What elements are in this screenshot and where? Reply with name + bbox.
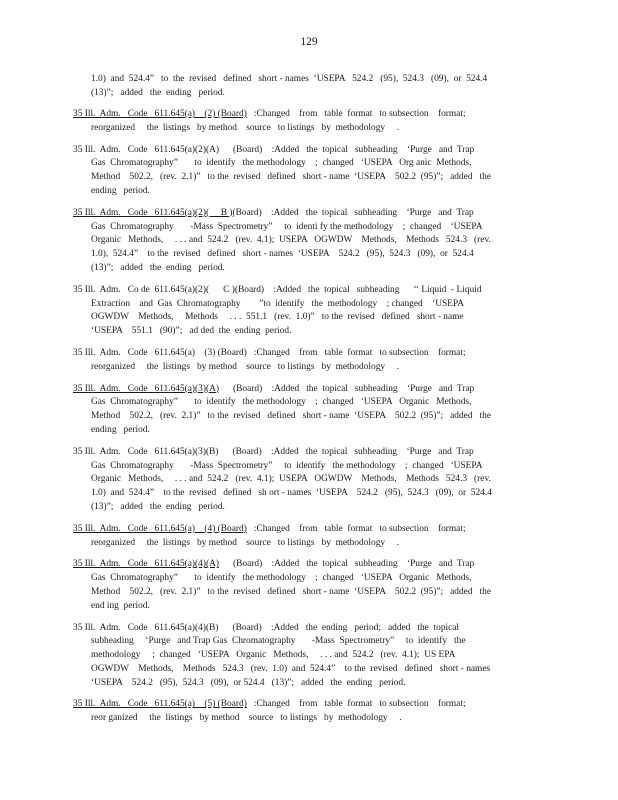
code-citation: 35 Ill. Adm. Code 611.645(a) (3) (Board) [73, 347, 247, 358]
entry-continuation-line: reor ganized the listings by method source to listings by methodology . [91, 713, 402, 724]
entry-continuation-line: Extraction and Gas Chromatography ”to identify the methodology ; changed ‘USEPA [91, 298, 465, 309]
entry-description: (Board) :Added the topical subheading ‘Purge and Trap [232, 207, 474, 218]
amendment-entry [73, 347, 541, 375]
entry-first-line [73, 446, 541, 460]
entry-continuation-line: Organic Methods, . . . and 524.2 (rev. 4.1); USEPA OGWDW Methods, Methods 524.3 (rev. [91, 474, 491, 485]
entry-continuation-line: Gas Chromatography” to identify the methodology ; changed ‘USEPA Org anic Methods, [91, 158, 472, 169]
entry-continuation-line: 1.0), 524.4” to the revised defined short - names ‘USEPA 524.2 (95), 524.3 (09), or 524.4 [91, 249, 474, 260]
amendment-entry [73, 383, 541, 438]
entry-continuation-line: (13)”; added the ending period. [91, 501, 225, 512]
entry-description: :Changed from table format to subsection format; [246, 523, 466, 534]
entry-first-line [73, 347, 541, 361]
amendment-entry [73, 207, 541, 276]
entry-continuation-line: ‘USEPA 524.2 (95), 524.3 (09), or 524.4 (13)”; added the ending period. [91, 677, 406, 688]
entry-first-line [73, 698, 541, 712]
amendment-entry [73, 284, 541, 339]
amendment-list [73, 108, 541, 734]
entry-continuation-line: subheading ‘Purge and Trap Gas Chromatography -Mass Spectrometry” to identify the [91, 636, 466, 647]
amendment-entry [73, 446, 541, 515]
entry-continuation-line: (13)”; added the ending period. [91, 262, 225, 273]
entry-first-line [73, 622, 541, 636]
entry-description: (Board) :Added the topical subheading ‘‘ Liquid - Liquid [234, 284, 482, 295]
entry-continuation-line: OGWDW Methods, Methods 524.3 (rev. 1.0) and 524.4” to the revised defined short - names [91, 663, 491, 674]
intro-line: 1.0) and 524.4” to the revised defined short - names ‘USEPA 524.2 (95), 524.3 (09), or 524.4 [91, 74, 488, 84]
page-number: 129 [300, 36, 318, 48]
entry-description: (Board) :Added the ending period; added the topical [218, 622, 460, 633]
code-citation: 35 Ill. Adm. Code 611.645(a) (4) (Board) [73, 523, 247, 534]
intro-paragraph [91, 73, 539, 101]
entry-continuation-line: Method 502.2, (rev. 2.1)” to the revised defined short - name ‘USEPA 502.2 (95)”; added the [91, 586, 492, 597]
amendment-entry [73, 144, 541, 199]
entry-description: (Board) :Added the topical subheading ‘Purge and Trap [218, 383, 475, 394]
amendment-entry [73, 622, 541, 691]
code-citation: 35 Ill. Adm. Code 611.645(a)(2)(A) [73, 144, 219, 155]
entry-continuation-line: end ing period. [91, 600, 150, 611]
code-citation: 35 Ill. Adm. Code 611.645(a)(4)(A) [73, 559, 219, 570]
entry-continuation-line: Gas Chromatography” to identify the methodology ; changed ‘USEPA Organic Methods, [91, 397, 472, 408]
entry-continuation-line: reorganized the listings by method source to listings by methodology . [91, 361, 400, 372]
entry-continuation-line: ‘USEPA 551.1 (90)”; ad ded the ending period. [91, 326, 292, 337]
entry-continuation-line: 1.0) and 524.4” to the revised defined sh ort - names ‘USEPA 524.2 (95), 524.3 (09), or 524.4 [91, 488, 492, 499]
amendment-entry [73, 108, 541, 136]
entry-first-line [73, 284, 541, 298]
entry-description: :Changed from table format to subsection format; [246, 109, 466, 119]
entry-first-line [73, 558, 541, 572]
entry-continuation-line: Method 502.2, (rev. 2.1)” to the revised defined short - name ‘USEPA 502.2 (95)”; added the [91, 411, 492, 422]
entry-continuation-line: ending period. [91, 185, 150, 196]
entry-description: (Board) :Added the topical subheading ‘Purge and Trap [218, 144, 475, 155]
entry-continuation-line: Gas Chromatography -Mass Spectrometry” to identi fy the methodology ; changed ‘USEPA [91, 221, 483, 232]
entry-first-line [73, 144, 541, 158]
entry-continuation-line: reorganized the listings by method source to listings by methodology . [91, 122, 400, 133]
entry-continuation-line: methodology ; changed ‘USEPA Organic Methods, . . . and 524.2 (rev. 4.1); US EPA [91, 650, 456, 661]
entry-continuation-line: Gas Chromatography” to identify the methodology ; changed ‘USEPA Organic Methods, [91, 573, 472, 584]
entry-continuation-line: ending period. [91, 424, 150, 435]
code-citation: 35 Ill. Adm. Code 611.645(a)(3)(A) [73, 383, 219, 394]
entry-description: (Board) :Added the topical subheading ‘Purge and Trap [218, 559, 475, 570]
entry-first-line [73, 108, 541, 122]
entry-first-line [73, 523, 541, 537]
entry-first-line [73, 383, 541, 397]
entry-first-line [73, 207, 541, 221]
amendment-entry [73, 558, 541, 613]
entry-description: :Changed from table format to subsection format; [246, 347, 466, 358]
code-citation: 35 Ill. Adm. Code 611.645(a)(2)( B ) [73, 207, 233, 218]
code-citation: 35 Ill. Adm. Code 611.645(a)(4)(B) [73, 622, 219, 633]
amendment-entry [73, 523, 541, 551]
entry-continuation-line: Method 502.2, (rev. 2.1)” to the revised defined short - name ‘USEPA 502.2 (95)”; added the [91, 172, 492, 183]
code-citation: 35 Ill. Adm. Code 611.645(a) (5) (Board) [73, 699, 247, 710]
entry-continuation-line: reorganized the listings by method source to listings by methodology . [91, 537, 400, 548]
amendment-entry [73, 698, 541, 726]
intro-line: (13)”; added the ending period. [91, 87, 225, 98]
entry-description: (Board) :Added the topical subheading ‘Purge and Trap [218, 446, 474, 457]
code-citation: 35 Ill. Adm. Code 611.645(a)(3)(B) [73, 446, 219, 457]
entry-description: :Changed from table format to subsection format; [246, 699, 466, 710]
code-citation: 35 Ill. Adm. Co de 611.645(a)(2)( C ) [73, 284, 235, 295]
code-citation: 35 Ill. Adm. Code 611.645(a) (2) (Board) [73, 109, 247, 119]
entry-continuation-line: OGWDW Methods, Methods . . . 551.1 (rev. 1.0)” to the revised defined short - name [91, 312, 464, 323]
entry-continuation-line: Organic Methods, . . . and 524.2 (rev. 4.1); USEPA OGWDW Methods, Methods 524.3 (rev. [91, 235, 491, 246]
entry-continuation-line: Gas Chromatography -Mass Spectrometry” to identify the methodology ; changed ‘USEPA [91, 460, 483, 471]
